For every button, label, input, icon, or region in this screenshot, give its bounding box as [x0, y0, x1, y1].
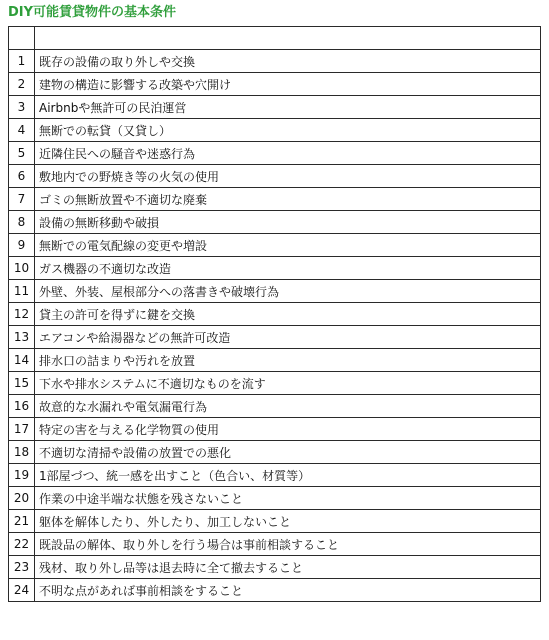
table-row [9, 395, 541, 418]
row-number: 9 [9, 234, 35, 257]
table-row [9, 211, 541, 234]
row-number: 11 [9, 280, 35, 303]
table-row [9, 510, 541, 533]
table-row [9, 50, 541, 73]
row-condition-text: 作業の中途半端な状態を残さないこと [35, 487, 541, 510]
row-number: 14 [9, 349, 35, 372]
row-condition-text: 既設品の解体、取り外しを行う場合は事前相談すること [35, 533, 541, 556]
row-number: 4 [9, 119, 35, 142]
row-condition-text: 不明な点があれば事前相談をすること [35, 579, 541, 602]
row-condition-text: 外壁、外装、屋根部分への落書きや破壊行為 [35, 280, 541, 303]
table-row [9, 257, 541, 280]
table-row [9, 188, 541, 211]
row-condition-text: 設備の無断移動や破損 [35, 211, 541, 234]
row-number: 19 [9, 464, 35, 487]
row-number: 18 [9, 441, 35, 464]
row-condition-text: 下水や排水システムに不適切なものを流す [35, 372, 541, 395]
table-row [9, 487, 541, 510]
row-condition-text: ゴミの無断放置や不適切な廃棄 [35, 188, 541, 211]
table-row [9, 234, 541, 257]
row-number: 20 [9, 487, 35, 510]
row-condition-text: Airbnbや無許可の民泊運営 [35, 96, 541, 119]
row-condition-text: 排水口の詰まりや汚れを放置 [35, 349, 541, 372]
table-row [9, 280, 541, 303]
table-row [9, 556, 541, 579]
row-condition-text: 無断での転貸（又貸し） [35, 119, 541, 142]
row-condition-text: 無断での電気配線の変更や増設 [35, 234, 541, 257]
table-row [9, 533, 541, 556]
table-row [9, 119, 541, 142]
row-condition-text: ガス機器の不適切な改造 [35, 257, 541, 280]
table-row [9, 372, 541, 395]
table-row [9, 165, 541, 188]
table-row [9, 303, 541, 326]
table-row [9, 441, 541, 464]
row-number: 12 [9, 303, 35, 326]
conditions-table [8, 26, 541, 602]
row-number: 23 [9, 556, 35, 579]
row-condition-text: 1部屋づつ、統一感を出すこと（色合い、材質等） [35, 464, 541, 487]
row-condition-text: 既存の設備の取り外しや交換 [35, 50, 541, 73]
row-condition-text: 残材、取り外し品等は退去時に全て撤去すること [35, 556, 541, 579]
row-number: 17 [9, 418, 35, 441]
row-condition-text: 敷地内での野焼き等の火気の使用 [35, 165, 541, 188]
row-number: 24 [9, 579, 35, 602]
row-condition-text: エアコンや給湯器などの無許可改造 [35, 326, 541, 349]
row-number: 5 [9, 142, 35, 165]
table-row [9, 579, 541, 602]
row-number: 16 [9, 395, 35, 418]
header-num-cell [9, 27, 35, 50]
row-number: 10 [9, 257, 35, 280]
row-number: 2 [9, 73, 35, 96]
table-header-row [9, 27, 541, 50]
table-row [9, 96, 541, 119]
row-number: 21 [9, 510, 35, 533]
row-number: 13 [9, 326, 35, 349]
row-number: 8 [9, 211, 35, 234]
row-condition-text: 不適切な清掃や設備の放置での悪化 [35, 441, 541, 464]
table-row [9, 326, 541, 349]
row-condition-text: 特定の害を与える化学物質の使用 [35, 418, 541, 441]
row-condition-text: 建物の構造に影響する改築や穴開け [35, 73, 541, 96]
table-row [9, 464, 541, 487]
row-number: 22 [9, 533, 35, 556]
row-number: 7 [9, 188, 35, 211]
table-row [9, 142, 541, 165]
table-row [9, 349, 541, 372]
row-condition-text: 故意的な水漏れや電気漏電行為 [35, 395, 541, 418]
row-condition-text: 躯体を解体したり、外したり、加工しないこと [35, 510, 541, 533]
row-number: 6 [9, 165, 35, 188]
row-condition-text: 貸主の許可を得ずに鍵を交換 [35, 303, 541, 326]
table-row [9, 73, 541, 96]
table-row [9, 418, 541, 441]
row-number: 3 [9, 96, 35, 119]
row-condition-text: 近隣住民への騒音や迷惑行為 [35, 142, 541, 165]
row-number: 15 [9, 372, 35, 395]
row-number: 1 [9, 50, 35, 73]
document-title: DIY可能賃貸物件の基本条件 [8, 5, 177, 20]
header-text-cell [35, 27, 541, 50]
